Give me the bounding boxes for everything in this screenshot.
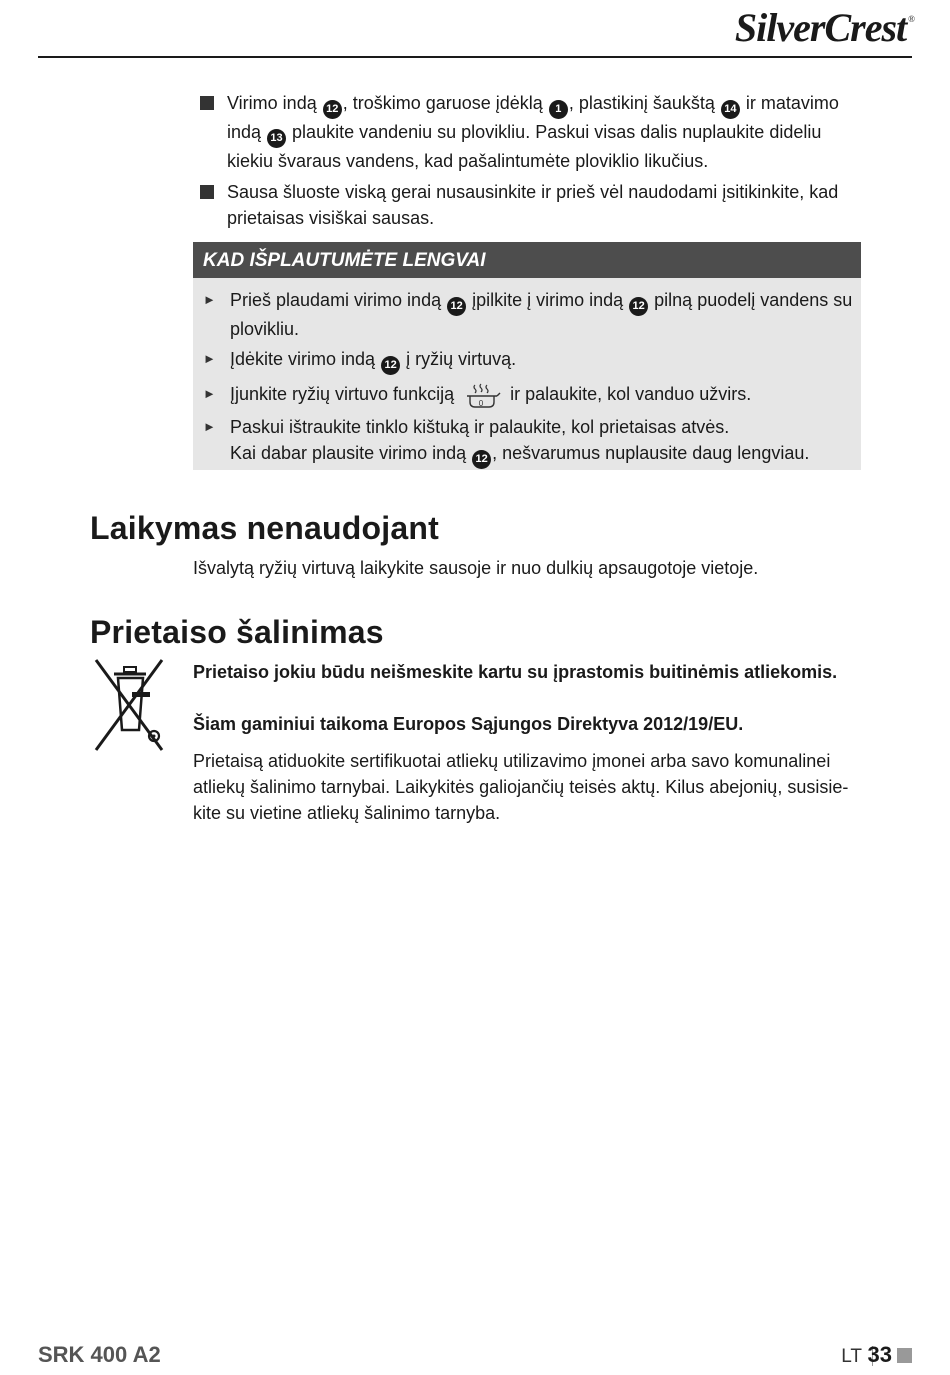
svg-text:0: 0 xyxy=(478,399,484,408)
disposal-warning: Prietaiso jokiu būdu neišmeskite kartu su įprastomis buitinėmis atliekomis. xyxy=(193,662,838,682)
cleaning-bullet-1 xyxy=(200,90,862,174)
tip-item-1: ► Prieš plaudami virimo indą 12 įpilkite į virimo indą 12 pilną puodelį vandens su plovikliu. xyxy=(203,287,853,342)
footer-square-icon xyxy=(897,1348,912,1363)
arrow-bullet-icon: ► xyxy=(203,351,216,366)
disposal-text: Prietaisą atiduokite sertifikuotai atliekų utilizavimo įmonei arba savo komunalinei atliekų šalinimo tarnybai. Laikykitės galiojančių teisės aktų. Kilus abejonių, susisie-kite su vietine atliekų šalinimo tarnyba. xyxy=(193,751,849,823)
arrow-bullet-icon: ► xyxy=(203,292,216,307)
ref-badge: 12 xyxy=(629,297,648,316)
brand-name: SilverCrest xyxy=(734,5,907,50)
ref-badge: 14 xyxy=(721,100,740,119)
storage-heading: Laikymas nenaudojant xyxy=(90,510,439,546)
footer-model: SRK 400 A2 xyxy=(38,1342,161,1367)
steam-cooker-icon xyxy=(463,383,501,409)
ref-badge: 12 xyxy=(323,100,342,119)
brand-logo xyxy=(735,4,914,51)
tip-item-4: ► Paskui ištraukite tinklo kištuką ir palaukite, kol prietaisas atvės. Kai dabar plausite virimo indą 12 , nešvarumus nuplausite daug lengviau. xyxy=(203,414,853,469)
bullet-text: Sausa šluoste viską gerai nusausinkite ir prieš vėl naudodami įsitikinkite, kad prietaisas visiškai sausas. xyxy=(227,182,839,228)
cleaning-bullet-2 xyxy=(200,179,862,231)
registered-mark: ® xyxy=(908,14,914,24)
bullet-text: Virimo indą 12 , troškimo garuose įdėklą 1 , plastikinį šaukštą 14 ir matavimo indą 13 plaukite vandeniu su plovikliu. Paskui visas dalis nuplaukite dideliu kiekiu švaraus vandens, kad pašalintumėte ploviklio likučius. xyxy=(227,93,839,171)
ref-badge: 12 xyxy=(472,450,491,469)
arrow-bullet-icon: ► xyxy=(203,386,216,401)
storage-text: Išvalytą ryžių virtuvą laikykite sausoje ir nuo dulkių apsaugotoje vietoje. xyxy=(193,558,759,578)
ref-badge: 12 xyxy=(447,297,466,316)
ref-badge: 12 xyxy=(381,356,400,375)
disposal-heading: Prietaiso šalinimas xyxy=(90,614,384,650)
square-bullet-icon xyxy=(200,96,214,110)
ref-badge: 13 xyxy=(267,129,286,148)
header-rule xyxy=(38,56,912,58)
arrow-bullet-icon: ► xyxy=(203,419,216,434)
footer-language: LT xyxy=(841,1346,862,1367)
tip-item-3: ► Įjunkite ryžių virtuvo funkciją 0 ir palaukite, kol vanduo užvirs. xyxy=(203,381,853,409)
page-number: 33 xyxy=(867,1342,892,1367)
disposal-directive: Šiam gaminiui taikoma Europos Sąjungos Direktyva 2012/19/EU. xyxy=(193,714,744,734)
tip-box xyxy=(193,242,861,470)
tip-item-2: ► Įdėkite virimo indą 12 į ryžių virtuvą. xyxy=(203,346,853,375)
square-bullet-icon xyxy=(200,185,214,199)
tip-title: KAD IŠPLAUTUMĖTE LENGVAI xyxy=(193,242,861,278)
crossed-out-bin-icon xyxy=(92,658,166,754)
ref-badge: 1 xyxy=(549,100,568,119)
